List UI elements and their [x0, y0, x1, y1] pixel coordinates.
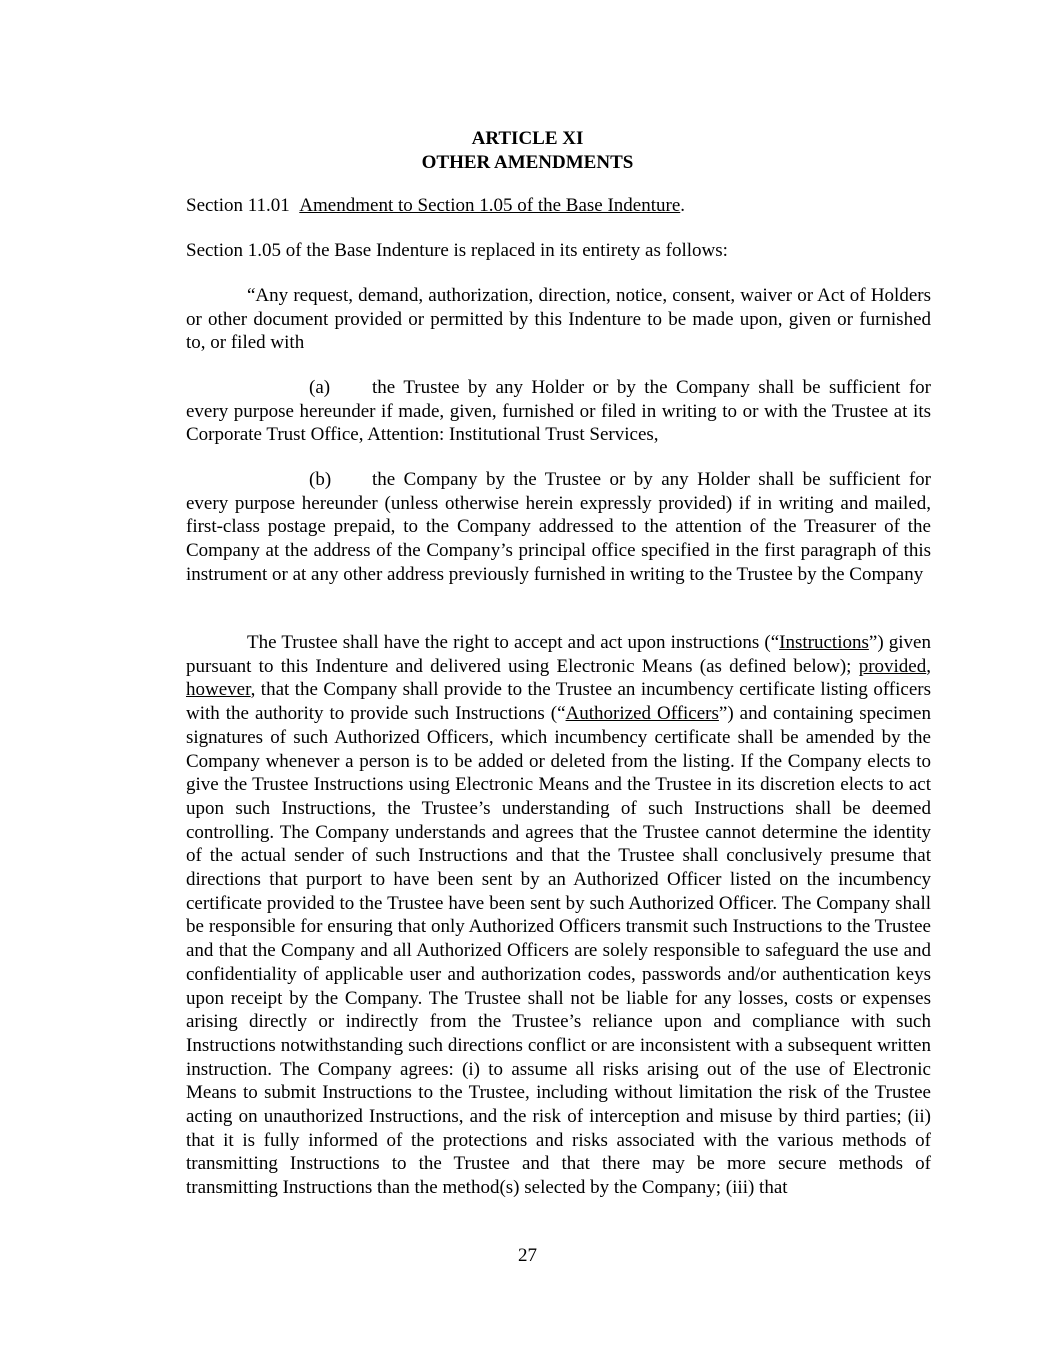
trustee-text-1: The Trustee shall have the right to accept and act upon instructions (“: [247, 632, 780, 653]
section-title: Amendment to Section 1.05 of the Base Indenture: [299, 195, 681, 216]
item-a-text: the Trustee by any Holder or by the Company shall be sufficient for every purpose hereunder if made, given, furnished or filed in writing to or with the Trustee at its Corporate Trust Office, Attention: Institutional Trust Services,: [186, 377, 931, 446]
defined-term-instructions: Instructions: [779, 632, 869, 653]
trustee-text-2: ”) given pursuant to this Indenture and delivered using Electronic Means (as defined below);: [186, 632, 931, 677]
item-a-paragraph: [186, 376, 931, 447]
trustee-text-4: , that the Company shall provide to the Trustee an incumbency certificate listing officers with the authority to provide such Instructions (“: [186, 679, 931, 725]
item-b-paragraph: [186, 468, 931, 587]
section-title-end: .: [680, 195, 686, 216]
section-heading: [186, 194, 931, 218]
trustee-text-3: ,: [926, 655, 931, 677]
section-number: Section 11.01: [186, 195, 290, 216]
item-b-text: the Company by the Trustee or by any Holder shall be sufficient for every purpose hereunder (unless otherwise herein expressly provided) if in writing and mailed, first-class postage prepaid, to the Company addressed to the attention of the Treasurer of the Company at the address of the Company’s principal office specified in the first paragraph of this instrument or at any other address previously furnished in writing to the Trustee by the Company: [186, 469, 931, 585]
defined-term-authorized-officers: Authorized Officers: [565, 703, 719, 725]
trustee-instructions-paragraph: [186, 631, 931, 1200]
intro-paragraph: Section 1.05 of the Base Indenture is replaced in its entirety as follows:: [186, 240, 728, 261]
term-however: however: [186, 679, 251, 701]
term-provided: provided: [858, 655, 927, 677]
article-title: OTHER AMENDMENTS: [421, 152, 634, 173]
item-b-label: (b): [309, 469, 332, 490]
quote-opening-paragraph: “Any request, demand, authorization, direction, notice, consent, waiver or Act of Holders or other document provided or permitted by this Indenture to be made upon, given or furnished to, or filed with: [186, 285, 931, 354]
trustee-text-5: ”) and containing specimen signatures of such Authorized Officers, which incumbency certificate shall be amended by the Company whenever a person is to be added or deleted from the listing. If the Company elects to give the Trustee Instructions using Electronic Means and the Trustee in its discretion elects to act upon such Instructions, the Trustee’s understanding of such Instructions shall be deemed controlling. The Company understands and agrees that the Trustee cannot determine the identity of the actual sender of such Instructions and that the Trustee shall conclusively presume that directions that purport to have been sent by an Authorized Officer listed on the incumbency certificate provided to the Trustee have been sent by such Authorized Officer. The Company shall be responsible for ensuring that only Authorized Officers transmit such Instructions to the Trustee and that the Company and all Authorized Officers are solely responsible to safeguard the use and confidentiality of applicable user and authorization codes, passwords and/or authentication keys upon receipt by the Company. The Trustee shall not be liable for any losses, costs or expenses arising directly or indirectly from the Trustee’s reliance upon and compliance with such Instructions notwithstanding such directions conflict or are inconsistent with a subsequent written instruction. The Company agrees: (i) to assume all risks arising out of the use of Electronic Means to submit Instructions to the Trustee, including without limitation the risk of the Trustee acting on unauthorized Instructions, and the risk of interception and misuse by third parties; (ii) that it is fully informed of the protections and risks associated with the various methods of transmitting Instructions to the Trustee and that there may be more secure methods of transmitting Instructions than the method(s) selected by the Company; (iii) that: [186, 703, 931, 1199]
article-number: ARTICLE XI: [471, 128, 584, 149]
page-number: 27: [518, 1245, 537, 1266]
item-a-label: (a): [309, 377, 331, 398]
